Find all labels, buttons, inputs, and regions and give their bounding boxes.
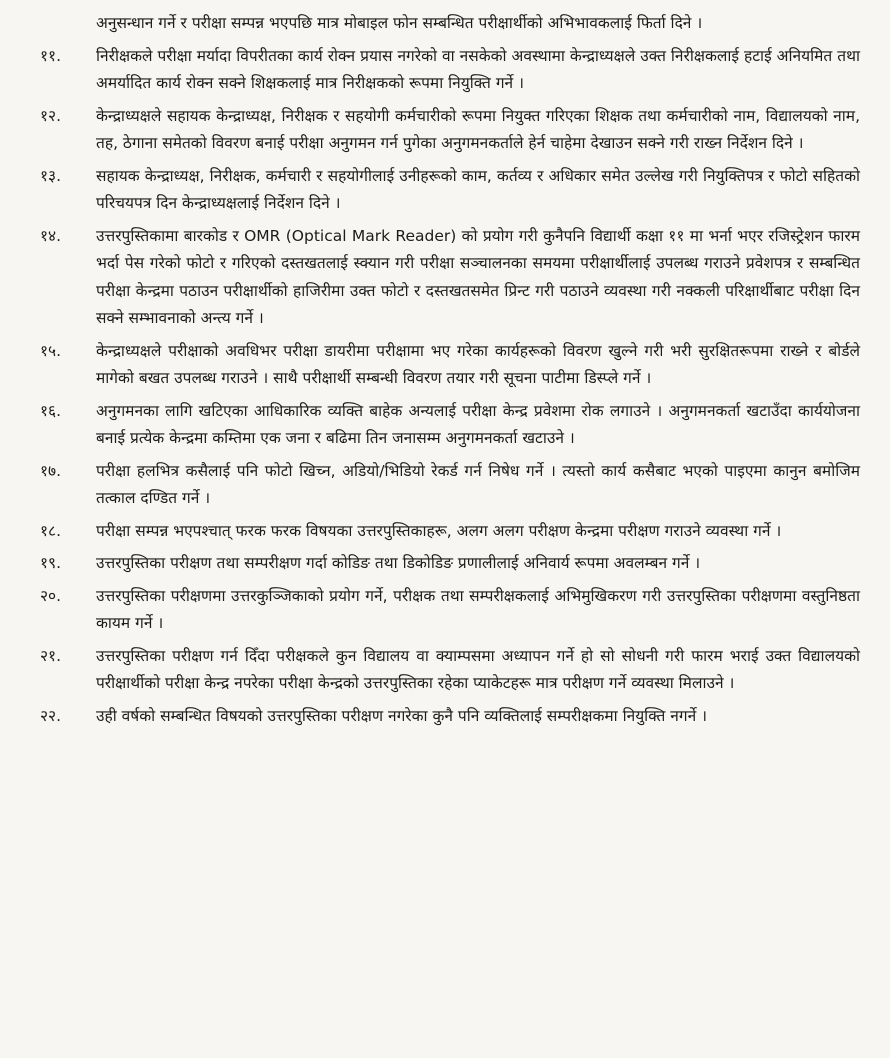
numbered-list xyxy=(40,43,860,731)
list-item xyxy=(40,223,860,333)
intro-paragraph: अनुसन्धान गर्ने र परीक्षा सम्पन्न भएपछि मात्र मोबाइल फोन सम्बन्धित परीक्षार्थीको अभिभावकलाई फिर्ता दिने । xyxy=(96,14,703,32)
item-text: उत्तरपुस्तिकामा बारकोड र OMR (Optical Mark Reader) को प्रयोग गरी कुनैपनि विद्यार्थी कक्षा ११ मा भर्ना भएर रजिस्ट्रेशन फारम भर्दा पेस गरेको फोटो र गरिएको दस्तखतलाई स्क्यान गरी परीक्षा सञ्चालनका समयमा परीक्षार्थीलाई उपलब्ध गराउने प्रवेशपत्र र सम्बन्धित परीक्षा केन्द्रमा पठाउन परीक्षार्थीको हाजिरीमा उक्त फोटो र दस्तखतसमेत प्रिन्ट गरी पठाउने व्यवस्था गरी नक्कली परिक्षार्थीबाट परीक्षा दिन सक्ने सम्भावनाको अन्त्य गर्ने । xyxy=(96,226,860,327)
item-number: २१. xyxy=(40,646,62,665)
list-item xyxy=(40,163,860,218)
item-number: २२. xyxy=(40,706,62,725)
list-item xyxy=(40,103,860,158)
item-text: उत्तरपुस्तिका परीक्षण गर्न दिँदा परीक्षकले कुन विद्यालय वा क्याम्पसमा अध्यापन गर्ने हो सो सोधनी गरी फारम भराई उक्त विद्यालयको परीक्षार्थीको परीक्षा केन्द्र नपरेका परीक्षा केन्द्रको उत्तरपुस्तिका रहेका प्याकेटहरू मात्र परीक्षण गर्ने व्यवस्था मिलाउने । xyxy=(96,646,860,692)
list-item xyxy=(40,458,860,513)
list-item xyxy=(40,43,860,98)
item-text: परीक्षा हलभित्र कसैलाई पनि फोटो खिच्न, अडियो/भिडियो रेकर्ड गर्न निषेध गर्ने । त्यस्तो कार्य कसैबाट भएको पाइएमा कानुन बमोजिम तत्काल दण्डित गर्ने । xyxy=(96,461,860,507)
item-text: निरीक्षकले परीक्षा मर्यादा विपरीतका कार्य रोक्न प्रयास नगरेको वा नसकेको अवस्थामा केन्द्राध्यक्षले उक्त निरीक्षकलाई हटाई अनियमित तथा अमर्यादित कार्य रोक्न सक्ने शिक्षकलाई मात्र निरीक्षकको रूपमा नियुक्ति गर्ने । xyxy=(96,46,860,92)
item-number: ११. xyxy=(40,46,62,65)
list-item xyxy=(40,338,860,393)
item-number: १९. xyxy=(40,554,62,572)
item-text: परीक्षा सम्पन्न भएपश्चात् फरक फरक विषयका उत्तरपुस्तिकाहरू, अलग अलग परीक्षण केन्द्रमा परीक्षण गराउने व्यवस्था गर्ने । xyxy=(96,521,782,540)
item-number: १७. xyxy=(40,461,62,480)
item-text: केन्द्राध्यक्षले परीक्षाको अवधिभर परीक्षा डायरीमा परीक्षामा भए गरेका कार्यहरूको विवरण खुल्ने गरी भरी सुरक्षितरूपमा राख्ने र बोर्डले मागेको बखत उपलब्ध गराउने । साथै परीक्षार्थी सम्बन्धी विवरण तयार गरी सूचना पाटीमा डिस्प्ले गर्ने । xyxy=(96,341,860,387)
list-item xyxy=(40,703,860,731)
list-item xyxy=(40,643,860,698)
item-number: १६. xyxy=(40,401,62,420)
item-text: केन्द्राध्यक्षले सहायक केन्द्राध्यक्ष, निरीक्षक र सहयोगी कर्मचारीको रूपमा नियुक्त गरिएका शिक्षक तथा कर्मचारीको नाम, विद्यालयको नाम, तह, ठेगाना समेतको विवरण बनाई परीक्षा अनुगमन गर्न पुगेका अनुगमनकर्ताले हेर्न चाहेमा देखाउन सक्ने गरी राख्न निर्देशन दिने । xyxy=(96,106,860,152)
item-number: १४. xyxy=(40,226,62,245)
item-text: सहायक केन्द्राध्यक्ष, निरीक्षक, कर्मचारी र सहयोगीलाई उनीहरूको काम, कर्तव्य र अधिकार समेत उल्लेख गरी नियुक्तिपत्र र फोटो सहितको परिचयपत्र दिन केन्द्राध्यक्षलाई निर्देशन दिने । xyxy=(96,166,860,212)
item-text: अनुगमनका लागि खटिएका आधिकारिक व्यक्ति बाहेक अन्यलाई परीक्षा केन्द्र प्रवेशमा रोक लगाउने । अनुगमनकर्ता खटाउँदा कार्ययोजना बनाई प्रत्येक केन्द्रमा कम्तिमा एक जना र बढिमा तिन जनासम्म अनुगमनकर्ता खटाउने । xyxy=(96,401,860,447)
list-item xyxy=(40,550,860,578)
list-item xyxy=(40,518,860,546)
item-text: उत्तरपुस्तिका परीक्षणमा उत्तरकुञ्जिकाको प्रयोग गर्ने, परीक्षक तथा सम्परीक्षकलाई अभिमुखिकरण गरी उत्तरपुस्तिका परीक्षणमा वस्तुनिष्ठता कायम गर्ने । xyxy=(96,586,860,632)
item-number: १८. xyxy=(40,521,62,540)
item-number: १२. xyxy=(40,106,62,125)
list-item xyxy=(40,398,860,453)
item-number: १३. xyxy=(40,166,62,185)
list-item xyxy=(40,583,860,638)
item-text: उही वर्षको सम्बन्धित विषयको उत्तरपुस्तिका परीक्षण नगरेका कुनै पनि व्यक्तिलाई सम्परीक्षकमा नियुक्ति नगर्ने । xyxy=(96,706,708,725)
item-number: १५. xyxy=(40,341,62,360)
item-number: २०. xyxy=(40,586,62,605)
item-text: उत्तरपुस्तिका परीक्षण तथा सम्परीक्षण गर्दा कोडिङ तथा डिकोडिङ प्रणालीलाई अनिवार्य रूपमा अवलम्बन गर्ने । xyxy=(96,554,701,572)
